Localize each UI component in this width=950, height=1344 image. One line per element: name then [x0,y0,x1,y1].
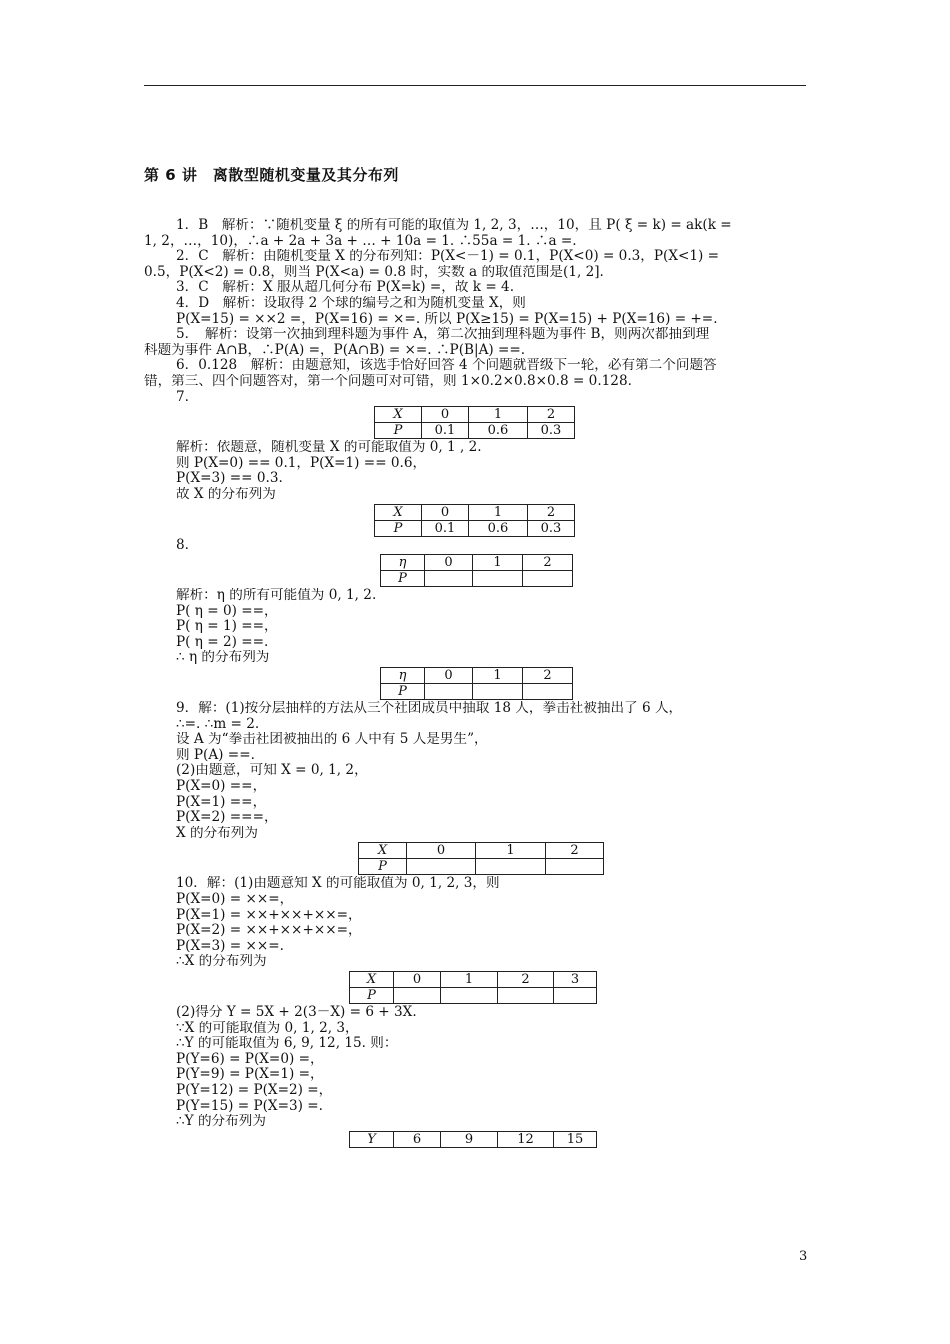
table-cell: 0 [422,504,469,520]
text-line: 4．D 解析：设取得 2 个球的编号之和为随机变量 X，则 [176,295,526,311]
table-cell: 2 [523,555,573,571]
table-row [375,504,575,520]
solution-content [144,218,806,1149]
table-row-header: η [381,668,425,684]
distribution-table [349,1131,597,1148]
table-cell [523,571,573,587]
text-line: 解析：依题意，随机变量 X 的可能取值为 0, 1 , 2. [176,440,482,456]
text-line: 科题为事件 A∩B，∴P(A) =，P(A∩B) = ×=. ∴P(B|A) ==. [144,342,526,358]
text-line: P(Y=9) = P(X=1) =， [176,1067,324,1083]
text-line: X 的分布列为 [176,825,258,841]
table-cell: 12 [498,1131,554,1147]
table-row [381,555,573,571]
table-cell: 1 [473,668,523,684]
text-line: 解析：η 的所有可能值为 0, 1, 2. [176,588,377,604]
table-cell: 0.6 [469,423,528,439]
distribution-table [374,406,575,439]
distribution-table [349,971,597,1004]
text-line: P(X=0) ==， [176,779,267,795]
distribution-table [380,554,573,587]
text-line: 5． 解析：设第一次抽到理科题为事件 A，第二次抽到理科题为事件 B，则两次都抽到理 [176,327,710,343]
table-cell: 1 [441,971,498,987]
table-cell: 0.1 [422,423,469,439]
text-line: P(X=15) = ××2 =，P(X=16) = ×=. 所以 P(X≥15) = P(X=15) + P(X=16) = +=. [176,311,718,327]
text-line: P(X=1) ==， [176,794,267,810]
table-cell: 2 [528,407,575,423]
text-line: 9．解：(1)按分层抽样的方法从三个社团成员中抽取 18 人，拳击社被抽出了 6 人， [176,701,683,717]
table-row-header: X [359,843,407,859]
table-cell: 2 [498,971,554,987]
text-line: 0.5，P(X<2) = 0.8，则当 P(X<a) = 0.8 时，实数 a 的取值范围是(1, 2]. [144,264,604,280]
table-row [350,987,597,1003]
table-cell: 2 [546,843,604,859]
table-cell [554,987,597,1003]
text-line: P(X=0) = ××=， [176,892,294,907]
text-line: (2)得分 Y = 5X + 2(3－X) = 6 + 3X. [176,1004,417,1020]
text-line: P(X=3) = ××=. [176,938,284,954]
text-line: ∴ η 的分布列为 [176,650,270,666]
text-line: ∴X 的分布列为 [176,954,267,970]
table-cell: 6 [394,1131,441,1147]
distribution-table [358,842,604,875]
distribution-table [380,667,573,700]
table-cell: 0 [422,407,469,423]
text-line: P(X=3) == 0.3. [176,471,283,487]
text-line: P(Y=12) = P(X=2) =， [176,1082,333,1098]
table-cell [425,571,473,587]
table-row [381,668,573,684]
table-row [359,859,604,875]
table-cell: 0 [425,555,473,571]
table-cell: 2 [523,668,573,684]
table-row-header: X [375,407,422,423]
page-number: 3 [799,1249,808,1264]
text-line: 3．C 解析：X 服从超几何分布 P(X=k) =，故 k = 4. [176,280,515,296]
table-row [359,843,604,859]
table-cell: 0 [394,971,441,987]
table-row [381,571,573,587]
table-row [350,1131,597,1147]
table-cell [473,684,523,700]
table-cell: 1 [473,555,523,571]
text-line: 故 X 的分布列为 [176,486,276,502]
table-row-header: P [381,571,425,587]
text-line: 8. [176,537,189,553]
table-cell [476,859,546,875]
table-cell [394,987,441,1003]
table-cell [523,684,573,700]
header-rule [144,85,806,86]
table-cell [441,987,498,1003]
text-line: P(Y=6) = P(X=0) =， [176,1051,324,1067]
table-row-header: X [375,504,422,520]
table-row-header: P [359,859,407,875]
table-row [375,407,575,423]
text-line: P(X=2) ===， [176,810,278,826]
table-cell: 0.6 [469,520,528,536]
section-title: 第 6 讲 离散型随机变量及其分布列 [144,166,399,184]
table-row [375,423,575,439]
text-line: ∴Y 的可能取值为 6, 9, 12, 15. 则： [176,1036,398,1052]
text-line: 1, 2，…，10)，∴a + 2a + 3a + … + 10a = 1. ∴55a = 1. ∴a =. [144,233,577,249]
table-row [350,971,597,987]
table-cell: 9 [441,1131,498,1147]
table-cell: 1 [469,407,528,423]
text-line: 7. [176,389,189,405]
text-line: P( η = 2) ==. [176,634,269,650]
text-line: P(Y=15) = P(X=3) =. [176,1098,323,1114]
text-line: ∵X 的可能取值为 0, 1, 2, 3， [176,1020,359,1036]
table-cell: 0.3 [528,520,575,536]
table-row-header: X [350,971,394,987]
table-cell: 1 [469,504,528,520]
table-row-header: P [350,987,394,1003]
table-cell [546,859,604,875]
text-line: P( η = 1) ==， [176,619,278,635]
table-cell: 0 [407,843,476,859]
table-cell [425,684,473,700]
table-cell: 15 [554,1131,597,1147]
text-line: 10．解：(1)由题意知 X 的可能取值为 0, 1, 2, 3，则 [176,876,500,892]
table-cell: 0.1 [422,520,469,536]
distribution-table [374,504,575,537]
text-line: 设 A 为“拳击社团被抽出的 6 人中有 5 人是男生”， [176,732,488,748]
text-line: 1．B 解析：∵随机变量 ξ 的所有可能的取值为 1, 2, 3，…，10，且 P( ξ = k) = ak(k = [176,218,732,233]
text-line: 6．0.128 解析：由题意知，该选手恰好回答 4 个问题就晋级下一轮，必有第二个问题答 [176,358,717,374]
text-line: 则 P(X=0) == 0.1，P(X=1) == 0.6， [176,455,427,471]
table-row [375,520,575,536]
text-line: P(X=2) = ××+××+××=， [176,923,362,939]
table-cell [498,987,554,1003]
table-cell: 1 [476,843,546,859]
text-line: ∴=. ∴m = 2. [176,716,260,732]
table-row [381,684,573,700]
table-row-header: P [375,423,422,439]
table-row-header: P [381,684,425,700]
text-line: 则 P(A) ==. [176,747,255,763]
table-row-header: P [375,520,422,536]
text-line: (2)由题意，可知 X = 0, 1, 2， [176,763,368,779]
text-line: ∴Y 的分布列为 [176,1114,266,1130]
text-line: P(X=1) = ××+××+××=， [176,907,362,923]
text-line: 2．C 解析：由随机变量 X 的分布列知：P(X<－1) = 0.1，P(X<0) = 0.3，P(X<1) = [176,249,720,265]
table-cell [473,571,523,587]
table-row-header: Y [350,1131,394,1147]
text-line: P( η = 0) ==， [176,603,278,619]
table-cell [407,859,476,875]
table-cell: 2 [528,504,575,520]
text-line: 错，第三、四个问题答对，第一个问题可对可错，则 1×0.2×0.8×0.8 = 0.128. [144,373,632,389]
table-cell: 0.3 [528,423,575,439]
table-cell: 0 [425,668,473,684]
table-cell: 3 [554,971,597,987]
table-row-header: η [381,555,425,571]
